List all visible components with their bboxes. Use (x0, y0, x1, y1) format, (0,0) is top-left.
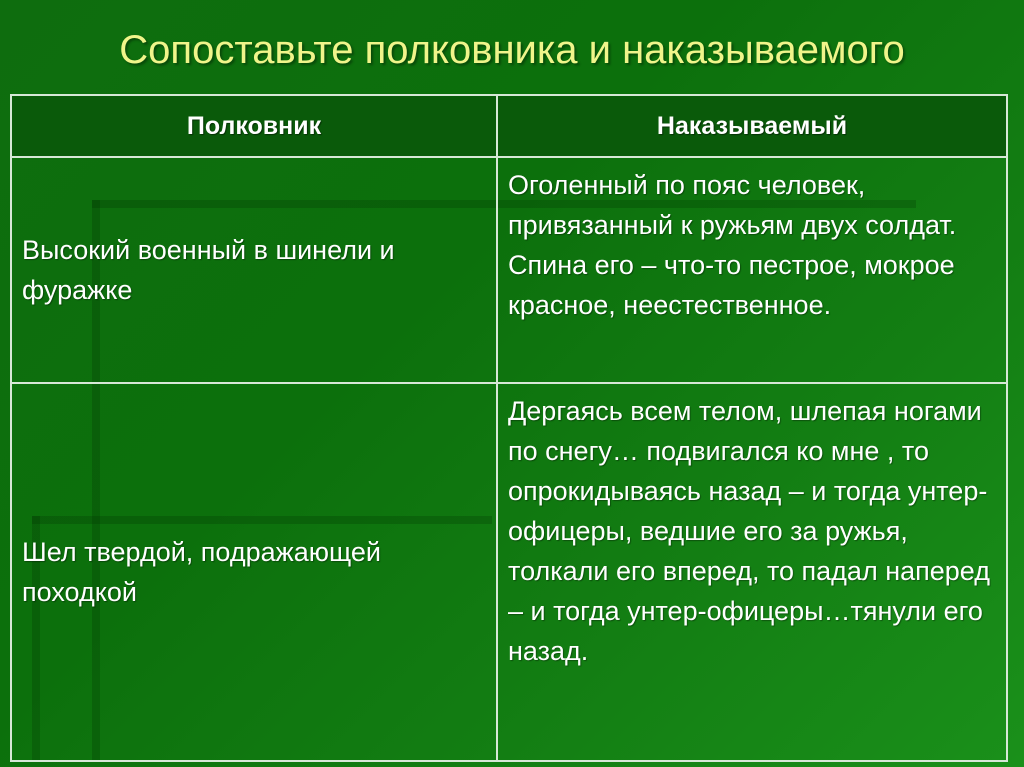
table-row (11, 383, 1007, 761)
comparison-table (10, 94, 1008, 762)
slide-title: Сопоставьте полковника и наказываемого (119, 28, 905, 72)
colonel-gait-cell: Шел твердой, подражающей походкой (11, 383, 497, 761)
header-punished: Наказываемый (497, 95, 1007, 157)
punished-appearance-cell: Оголенный по пояс человек, привязанный к ружьям двух солдат. Спина его – что-то пестрое, мокрое красное, неестественное. (497, 157, 1007, 383)
colonel-appearance-cell: Высокий военный в шинели и фуражке (11, 157, 497, 383)
table-row (11, 157, 1007, 383)
table-header-row (11, 95, 1007, 157)
punished-movement-cell: Дергаясь всем телом, шлепая ногами по снегу… подвигался ко мне , то опрокидываясь назад – и тогда унтер-офицеры, ведшие его за ружья, толкали его вперед, то падал наперед – и тогда унтер-офицеры…тянули его назад. (497, 383, 1007, 761)
header-colonel: Полковник (11, 95, 497, 157)
